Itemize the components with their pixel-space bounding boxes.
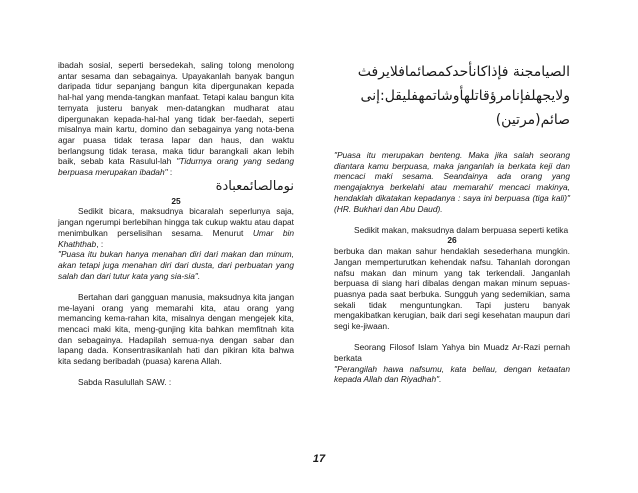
arabic-line: ولايجهلفإنامرؤقاتلهأوشاتمهفليقل:إنى xyxy=(360,88,570,104)
arabic-hadith xyxy=(334,60,570,132)
hadith-quote: "Tidurnya orang yang sedang berpuasa merupakan ibadah" xyxy=(58,156,294,178)
paragraph xyxy=(58,206,294,249)
hadith-translation: "Puasa itu merupakan benteng. Maka jika salah seorang diantara kamu berpuasa, maka janganlah ia berkata keji dan mencaci maki sesama. Seandainya ada orang yang mengajaknya berkelahi atau memarahi/ mencaci makinya, hendaklah dikatakan kepadanya : saya ini berpuasa (tiga kali)" (HR. Bukhari dan Abu Daud). xyxy=(334,150,570,214)
paragraph-text: : xyxy=(167,167,173,178)
paragraph-text: , : xyxy=(96,238,104,249)
quote: "Perangilah hawa nafsumu, kata bellau, dengan ketaatan kepada Allah dan Riyadhah". xyxy=(334,363,570,385)
paragraph: Sabda Rasulullah SAW. : xyxy=(78,377,172,388)
paragraph: Sedikit makan, maksudnya dalam berpuasa seperti ketika xyxy=(354,224,569,235)
page-number: 17 xyxy=(312,453,326,465)
paragraph xyxy=(58,60,294,178)
paragraph-text: ibadah sosial, seperti bersedekah, saling tolong menolong antar sesama dan sebagainya. Upayakanlah banyak bangun daripada tidur sepanjang bangun kita dipergunakan kepada hal-hal yang menda-tangkan manfaat. Tetapi kalau bangun kita ternyata justeru banyak men-datangkan mudharat atau dipergunakan kepada-hal-hal yang tidak ber-faedah, seperti misalnya main kartu, domino dan sebagainya yang nota-bena agar puasa tidak terasa lapar dan haus, dan waktu berlangsung tidak terasa, maka tidur barangkali akan lebih baik, sebab kata Rasulul-lah xyxy=(58,60,294,167)
paragraph: Seorang Filosof Islam Yahya bin Muadz Ar-Razi pernah berkata xyxy=(334,342,570,363)
footnote-number: 26 xyxy=(447,235,457,246)
left-column xyxy=(58,60,294,388)
arabic-line: الصيامجنة فإذاكانأحدكمصائمافلايرفث xyxy=(357,64,570,80)
right-column xyxy=(334,60,570,385)
author-name: Umar bin Khaththab xyxy=(58,227,294,249)
arabic-text: نومالصائمعبادة xyxy=(215,178,294,194)
paragraph: Bertahan dari gangguan manusia, maksudnya kita jangan me-layani orang yang memarahi kita, atau orang yang memancing kema-rahan kita, misalnya dengan mengejek kita, mencaci maki kita, meng-gunjing kita bahkan memfitnah kita dan sebagainya. Hadapilah semua-nya dengan sabar dan lapang dada. Konsentrasikanlah hati dan pikiran kita bahwa kita sedang beribadah (puasa) karena Allah. xyxy=(58,291,294,367)
quote: "Puasa itu bukan hanya menahan diri dari makan dan minum, akan tetapi juga menahan diri dari dusta, dari perbuatan yang salah dan dari tutur kata yang sia-sia". xyxy=(58,249,294,281)
arabic-line: صائم(مرتين) xyxy=(495,112,570,128)
paragraph-text: Sedikit bicara, maksudnya bicaralah seperlunya saja, jangan ngerumpi berlebihan hingga tak cukup waktu atau dapat menimbulkan perselisihan sesama. Menurut xyxy=(58,206,294,238)
footnote-number: 25 xyxy=(171,195,181,206)
paragraph: berbuka dan makan sahur hendaklah sesederhana mungkin. Jangan memperturutkan kehendak nafsu. Tahanlah dorongan nafsu makan dan minum yang tak terkendali. Janganlah berpuasa di siang hari dibalas dengan makan minum sepuas-puasnya pada saat berbuka. Sungguh yang sedemikian, sama sekali tidak menguntungkan. Tapi justeru banyak mengakibatkan kerugian, baik dari segi kesehatan maupun dari segi ke-jiwaan. xyxy=(334,246,570,332)
